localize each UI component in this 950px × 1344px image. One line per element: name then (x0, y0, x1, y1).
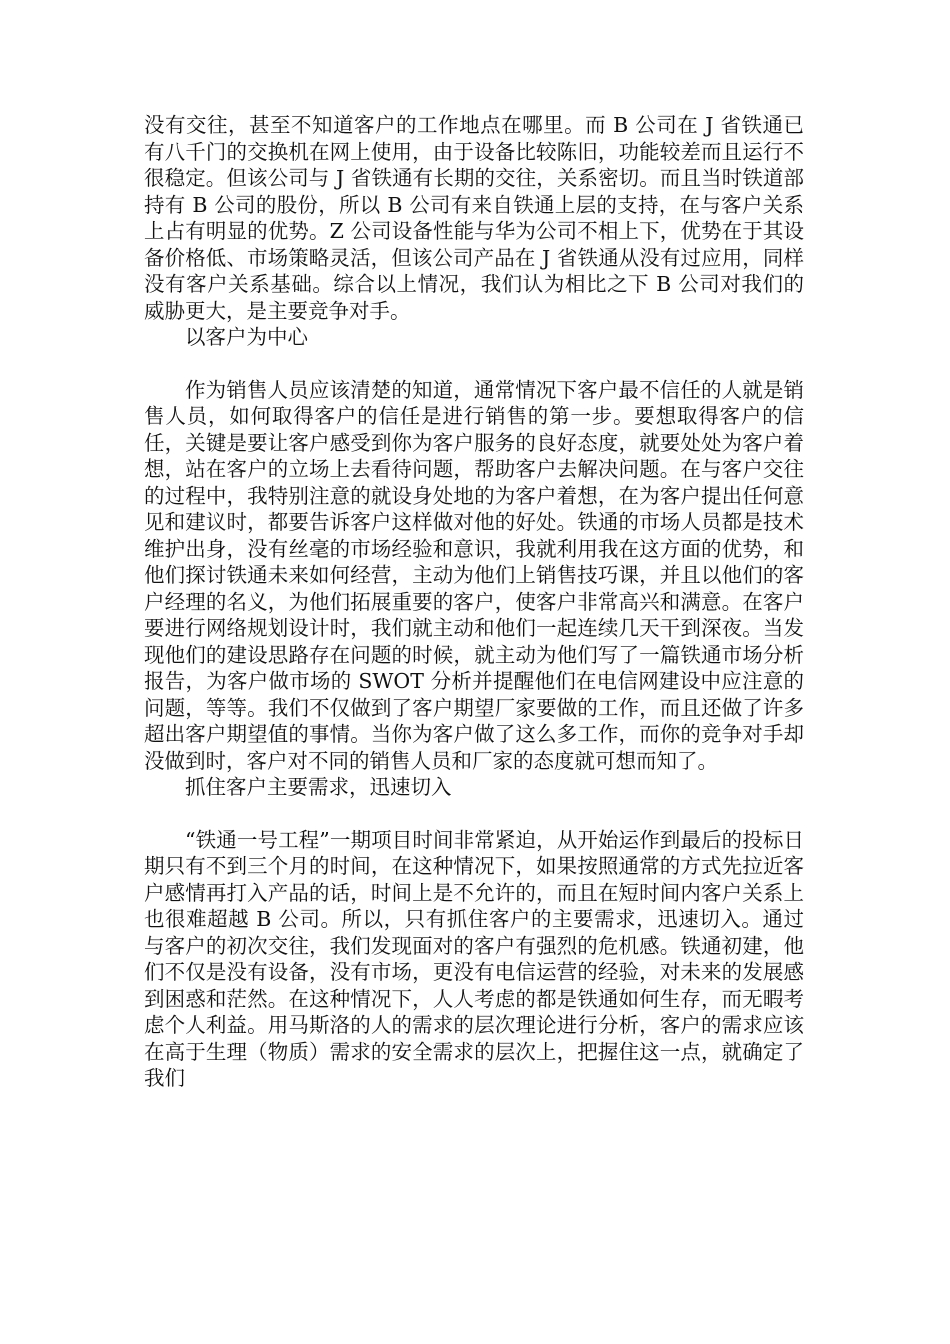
body-paragraph-1: 没有交往，甚至不知道客户的工作地点在哪里。而 B 公司在 J 省铁通已有八千门的交换机在网上使用，由于设备比较陈旧，功能较差而且运行不很稳定。但该公司与 J 省铁通有长期的交往，关系密切。而且当时铁道部持有 B 公司的股份，所以 B 公司有来自铁通上层的支持，在与客户关系上占有明显的优势。Z 公司设备性能与华为公司不相上下，优势在于其设备价格低、市场策略灵活，但该公司产品在 J 省铁通从没有过应用，同样没有客户关系基础。综合以上情况，我们认为相比之下 B 公司对我们的威胁更大，是主要竞争对手。 (144, 113, 804, 323)
document-page (144, 112, 804, 1092)
section-heading-customer-centric: 以客户为中心 (185, 325, 308, 349)
section-heading-key-needs: 抓住客户主要需求，迅速切入 (185, 775, 452, 799)
body-paragraph-2: 作为销售人员应该清楚的知道，通常情况下客户最不信任的人就是销售人员，如何取得客户的信任是进行销售的第一步。要想取得客户的信任，关键是要让客户感受到你为客户服务的良好态度，就要处处为客户着想，站在客户的立场上去看待问题，帮助客户去解决问题。在与客户交往的过程中，我特别注意的就设身处地的为客户着想，在为客户提出任何意见和建议时，都要告诉客户这样做对他的好处。铁通的市场人员都是技术维护出身，没有丝毫的市场经验和意识，我就利用我在这方面的优势，和他们探讨铁通未来如何经营，主动为他们上销售技巧课，并且以他们的客户经理的名义，为他们拓展重要的客户，使客户非常高兴和满意。在客户要进行网络规划设计时，我们就主动和他们一起连续几天干到深夜。当发现他们的建设思路存在问题的时候，就主动为他们写了一篇铁通市场分析报告，为客户做市场的 SWOT 分析并提醒他们在电信网建设中应注意的问题，等等。我们不仅做到了客户期望厂家要做的工作，而且还做了许多超出客户期望值的事情。当你为客户做了这么多工作，而你的竞争对手却没做到时，客户对不同的销售人员和厂家的态度就可想而知了。 (144, 377, 804, 773)
body-paragraph-3: “铁通一号工程”一期项目时间非常紧迫，从开始运作到最后的投标日期只有不到三个月的时间，在这种情况下，如果按照通常的方式先拉近客户感情再打入产品的话，时间上是不允许的，而且在短时间内客户关系上也很难超越 B 公司。所以，只有抓住客户的主要需求，迅速切入。通过与客户的初次交往，我们发现面对的客户有强烈的危机感。铁通初建，他们不仅是没有设备，没有市场，更没有电信运营的经验，对未来的发展感到困惑和茫然。在这种情况下，人人考虑的都是铁通如何生存，而无暇考虑个人利益。用马斯洛的人的需求的层次理论进行分析，客户的需求应该在高于生理（物质）需求的安全需求的层次上，把握住这一点，就确定了我们 (144, 827, 804, 1090)
